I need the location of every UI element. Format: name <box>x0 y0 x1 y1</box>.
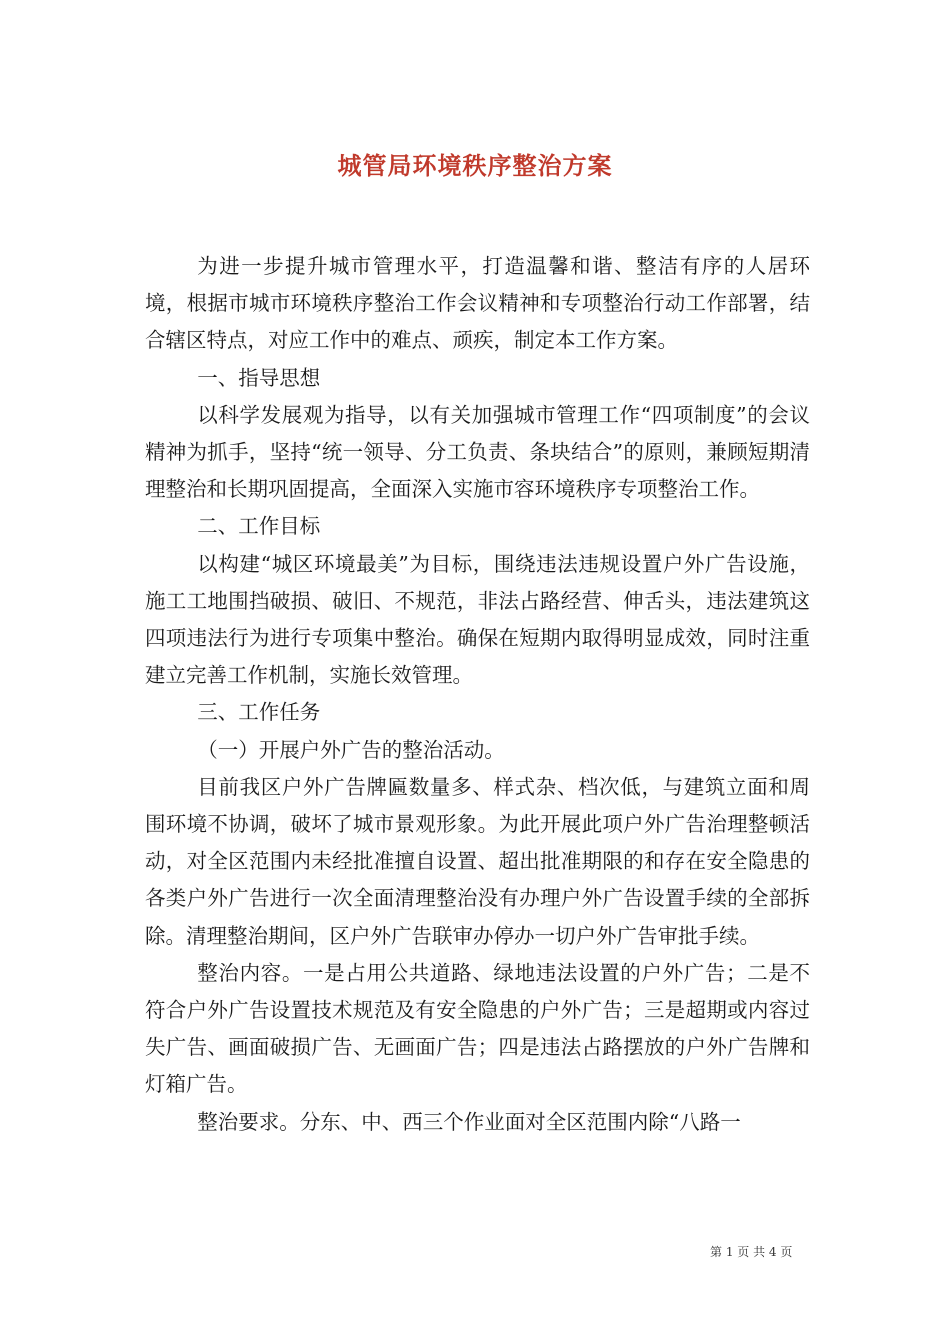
paragraph-rectification-requirements: 整治要求。分东、中、西三个作业面对全区范围内除“八路一 <box>197 1109 741 1134</box>
document-body <box>145 248 810 1141</box>
paragraph-intro: 为进一步提升城市管理水平，打造温馨和谐、整洁有序的人居环境，根据市城市环境秩序整治工作会议精神和专项整治行动工作部署，结合辖区特点，对应工作中的难点、顽疾，制定本工作方案。 <box>145 254 810 353</box>
heading-guiding-thought: 一、指导思想 <box>197 365 321 390</box>
paragraph-work-goal: 以构建“城区环境最美”为目标，围绕违法违规设置户外广告设施，施工工地围挡破损、破旧、不规范，非法占路经营、伸舌头，违法建筑这四项违法行为进行专项集中整治。确保在短期内取得明显成效，同时注重建立完善工作机制，实施长效管理。 <box>145 551 810 688</box>
paragraph-outdoor-ads: 目前我区户外广告牌匾数量多、样式杂、档次低，与建筑立面和周围环境不协调，破坏了城市景观形象。为此开展此项户外广告治理整顿活动，对全区范围内未经批准擅自设置、超出批准期限的和存在安全隐患的各类户外广告进行一次全面清理整治没有办理户外广告设置手续的全部拆除。清理整治期间，区户外广告联审办停办一切户外广告审批手续。 <box>145 774 810 948</box>
page-number: 第 1 页 共 4 页 <box>710 1245 793 1259</box>
subheading-outdoor-ads: （一）开展户外广告的整治活动。 <box>197 737 505 762</box>
paragraph-rectification-content: 整治内容。一是占用公共道路、绿地违法设置的户外广告；二是不符合户外广告设置技术规范及有安全隐患的户外广告；三是超期或内容过失广告、画面破损广告、无画面广告；四是违法占路摆放的户外广告牌和灯箱广告。 <box>145 960 810 1097</box>
document-title: 城管局环境秩序整治方案 <box>337 151 613 181</box>
heading-work-tasks: 三、工作任务 <box>197 700 321 725</box>
heading-work-goal: 二、工作目标 <box>197 514 321 539</box>
paragraph-guiding-thought: 以科学发展观为指导，以有关加强城市管理工作“四项制度”的会议精神为抓手，坚持“统一领导、分工负责、条块结合”的原则，兼顾短期清理整治和长期巩固提高，全面深入实施市容环境秩序专项整治工作。 <box>145 402 810 502</box>
